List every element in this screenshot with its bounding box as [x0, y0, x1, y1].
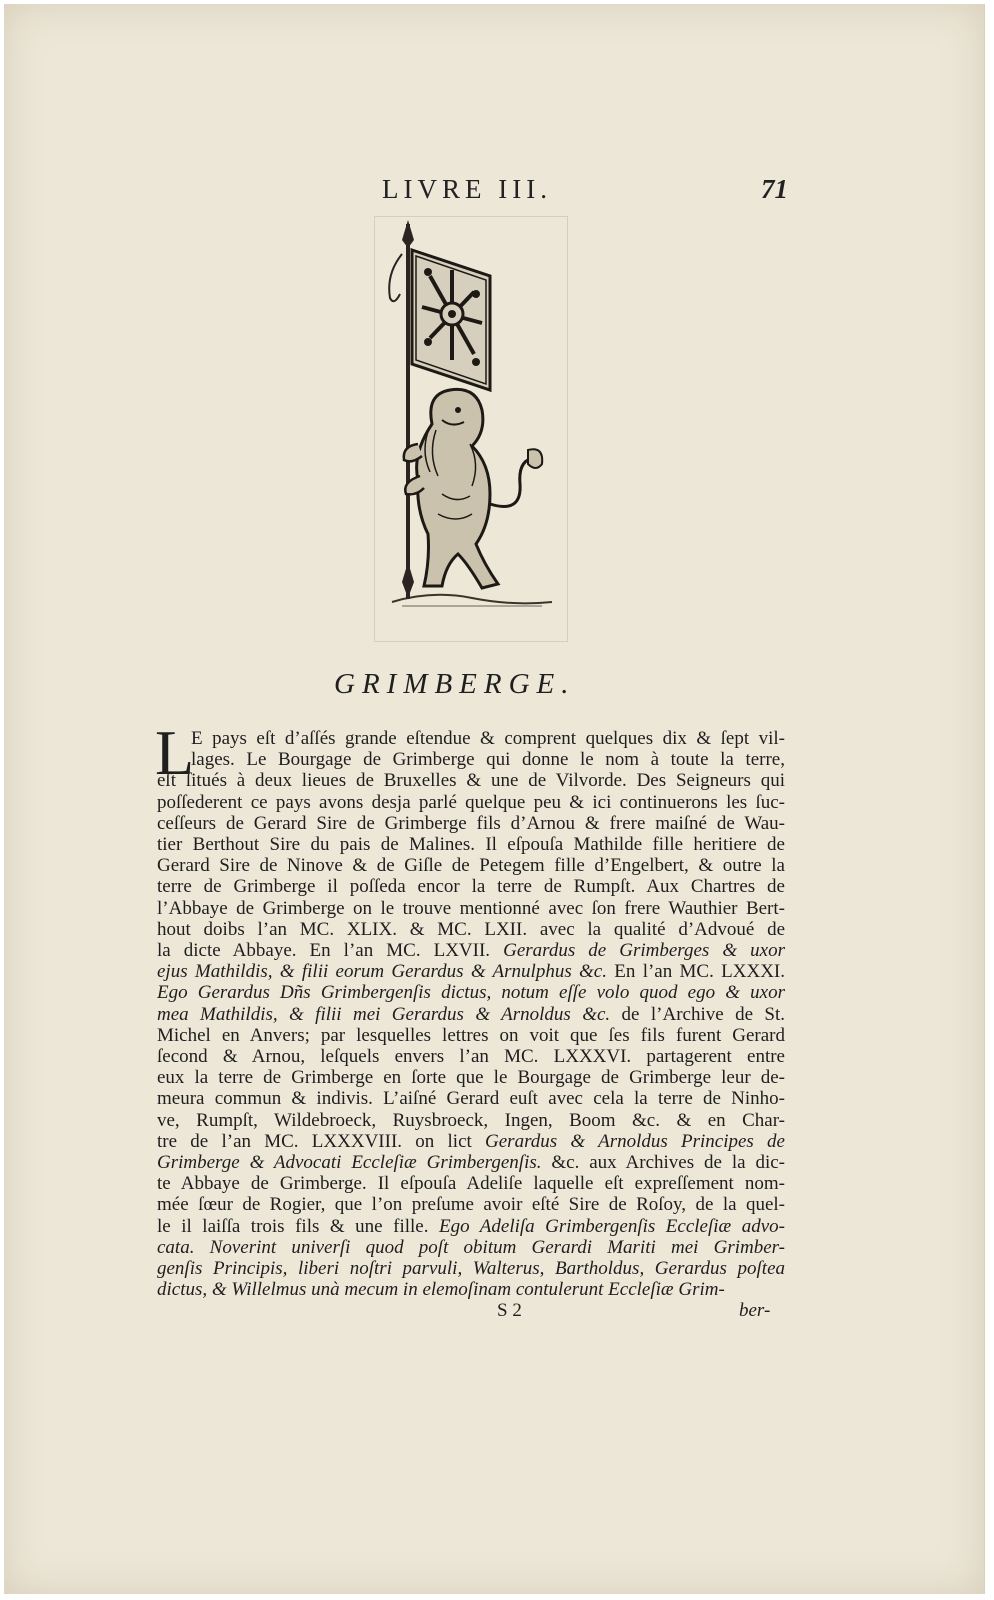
body-line: [157, 770, 785, 791]
body-line: [157, 1046, 785, 1067]
latin-quotation-run: Ego Adeliſa Grimbergenſis Eccleſiæ advo-: [439, 1215, 785, 1237]
latin-quotation-run: Ego Gerardus Dñs Grimbergenſis dictus, notum eſſe volo quod ego & uxor: [157, 982, 785, 1004]
body-line: [157, 1173, 785, 1194]
paper-sheet: [4, 4, 985, 1594]
text-run: ve, Rumpſt, Wildebroeck, Ruysbroeck, Ingen, Boom &c. & en Char-: [157, 1109, 785, 1131]
text-run: tier Berthout Sire du pais de Malines. Il eſpouſa Mathilde fille heritiere de: [157, 834, 785, 856]
body-text: [157, 728, 785, 1300]
text-run: eſt ſitués à deux lieues de Bruxelles & une de Vilvorde. Des Seigneurs qui: [157, 770, 785, 792]
body-line: [157, 1237, 785, 1258]
latin-quotation-run: Grimberge & Advocati Eccleſiæ Grimbergenſis.: [157, 1152, 542, 1174]
body-line: [157, 940, 785, 961]
text-run: &c. aux Archives de la dic-: [541, 1152, 785, 1174]
drop-cap: L: [155, 717, 195, 788]
text-run: l’Abbaye de Grimberge on le trouve mentionné avec ſon frere Wauthier Bert-: [157, 897, 785, 919]
body-line: [157, 792, 785, 813]
body-line: [157, 961, 785, 982]
body-line: [157, 876, 785, 897]
body-line: [157, 1025, 785, 1046]
coat-of-arms-engraving: [372, 214, 570, 644]
latin-quotation-run: mea Mathildis, & filii mei Gerardus & Arnoldus &c.: [157, 1003, 611, 1025]
text-run: hout doibs l’an MC. XLIX. & MC. LXII. avec la qualité d’Advoué de: [157, 918, 785, 940]
text-run: la dicte Abbaye. En l’an MC. LXVII.: [157, 940, 504, 962]
latin-quotation-run: cata. Noverint univerſi quod poſt obitum Gerardi Mariti mei Grimber-: [157, 1236, 785, 1258]
text-run: En l’an MC. LXXXI.: [607, 961, 785, 983]
text-run: poſſederent ce pays avons desja parlé quelque peu & ici continuerons les ſuc-: [157, 791, 785, 813]
text-run: tre de l’an MC. LXXXVIII. on lict: [157, 1130, 486, 1152]
body-line: [157, 813, 785, 834]
latin-quotation-run: ejus Mathildis, & filii eorum Gerardus & Arnulphus &c.: [157, 961, 607, 983]
text-run: meura commun & indivis. L’aiſné Gerard euſt avec cela la terre de Ninho-: [157, 1088, 785, 1110]
body-line: [157, 919, 785, 940]
body-line: [157, 1279, 785, 1300]
body-line: [157, 1194, 785, 1215]
text-run: te Abbaye de Grimberge. Il eſpouſa Adeliſe laquelle eſt expreſſement nom-: [157, 1173, 785, 1195]
text-run: eux la terre de Grimberge en ſorte que le Bourgage de Grimberge leur de-: [157, 1067, 785, 1089]
body-line: [157, 1258, 785, 1279]
body-line: [157, 1152, 785, 1173]
text-run: lages. Le Bourgage de Grimberge qui donne le nom à toute la terre,: [191, 749, 785, 771]
text-run: ſecond & Arnou, leſquels envers l’an MC. LXXXVI. partagerent entre: [157, 1046, 785, 1068]
text-run: Michel en Anvers; par lesquelles lettres on voit que ſes fils furent Gerard: [157, 1024, 785, 1046]
latin-quotation-run: genſis Principis, liberi noſtri parvuli, Walterus, Bartholdus, Gerardus poſtea: [157, 1258, 785, 1280]
page-number: 71: [761, 174, 788, 204]
body-line: [157, 1088, 785, 1109]
body-line: [157, 898, 785, 919]
body-line: [157, 1067, 785, 1088]
body-line: [157, 855, 785, 876]
latin-quotation-run: Gerardus de Grimberges & uxor: [503, 940, 785, 962]
body-line: [157, 982, 785, 1003]
latin-quotation-run: Gerardus & Arnoldus Principes de: [485, 1130, 785, 1152]
body-line: [157, 1004, 785, 1025]
body-line: [157, 1216, 785, 1237]
text-run: de l’Archive de St.: [610, 1003, 785, 1025]
text-run: terre de Grimberge il poſſeda encor la terre de Rumpſt. Aux Chartres de: [157, 876, 785, 898]
text-run: Gerard Sire de Ninove & de Giſle de Petegem fille d’Engelbert, & outre la: [157, 855, 785, 877]
text-run: ceſſeurs de Gerard Sire de Grimberge fils d’Arnou & frere maiſné de Wau-: [157, 812, 785, 834]
text-run: le il laiſſa trois fils & une fille.: [157, 1215, 439, 1237]
running-head: LIVRE III.: [382, 174, 552, 204]
text-run: mée ſœur de Rogier, que l’on preſume avoir eſté Sire de Roſoy, de la quel-: [157, 1194, 785, 1216]
section-heading: GRIMBERGE.: [334, 668, 576, 700]
body-line: [157, 728, 785, 749]
catchword: ber-: [739, 1300, 771, 1321]
body-line: [157, 749, 785, 770]
plate-mark: [374, 216, 568, 642]
body-line: [157, 1110, 785, 1131]
signature-mark: S 2: [497, 1300, 522, 1321]
body-line: [157, 834, 785, 855]
latin-quotation-run: dictus, & Willelmus unà mecum in elemoſinam contulerunt Eccleſiæ Grim-: [157, 1279, 725, 1301]
body-line: [157, 1131, 785, 1152]
text-run: E pays eſt d’aſſés grande eſtendue & comprent quelques dix & ſept vil-: [191, 728, 785, 749]
